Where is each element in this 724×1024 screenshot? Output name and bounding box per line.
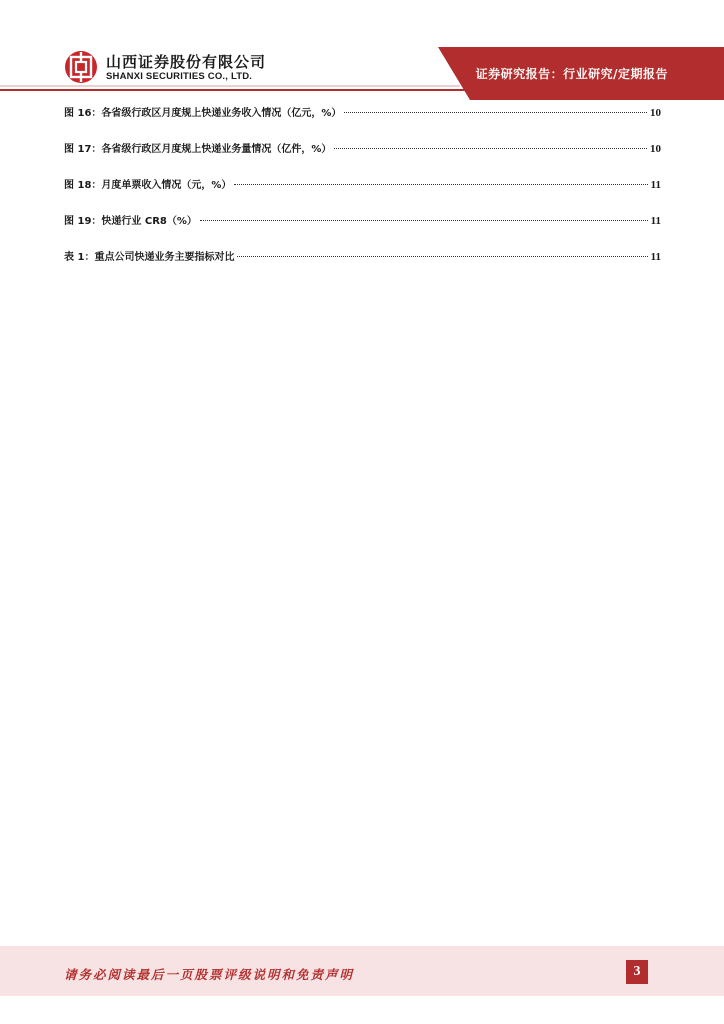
toc-entry[interactable]	[64, 248, 661, 284]
toc-entry-page: 10	[650, 143, 661, 155]
company-logo-icon	[64, 50, 98, 84]
toc-leader-dots	[237, 256, 647, 257]
disclaimer-notice: 请务必阅读最后一页股票评级说明和免责声明	[64, 967, 355, 982]
company-name-en: SHANXI SECURITIES CO., LTD.	[106, 71, 253, 82]
page-footer	[0, 946, 724, 996]
toc-entry-page: 11	[650, 251, 661, 263]
page-number: 3	[626, 960, 648, 984]
toc-leader-dots	[334, 148, 647, 149]
header-banner	[0, 0, 724, 100]
toc-entry-page: 11	[650, 179, 661, 191]
toc-leader-dots	[344, 112, 647, 113]
table-of-contents	[64, 104, 661, 284]
toc-entry[interactable]	[64, 176, 661, 212]
toc-entry-label: 图 16：各省级行政区月度规上快递业务收入情况（亿元，%）	[64, 108, 342, 119]
toc-entry-label: 图 17：各省级行政区月度规上快递业务量情况（亿件，%）	[64, 144, 332, 155]
toc-entry-label: 图 18：月度单票收入情况（元，%）	[64, 180, 232, 191]
company-name-cn: 山西证券股份有限公司	[106, 53, 267, 71]
toc-entry-label: 图 19：快递行业 CR8（%）	[64, 216, 197, 227]
toc-entry[interactable]	[64, 212, 661, 248]
toc-entry-page: 10	[650, 107, 661, 119]
toc-entry-label: 表 1：重点公司快递业务主要指标对比	[64, 252, 235, 263]
toc-leader-dots	[234, 184, 647, 185]
report-type-label: 证券研究报告：行业研究/定期报告	[475, 67, 668, 81]
toc-leader-dots	[200, 220, 648, 221]
toc-entry[interactable]	[64, 140, 661, 176]
toc-entry[interactable]	[64, 104, 661, 140]
toc-entry-page: 11	[650, 215, 661, 227]
page-header	[0, 0, 724, 100]
